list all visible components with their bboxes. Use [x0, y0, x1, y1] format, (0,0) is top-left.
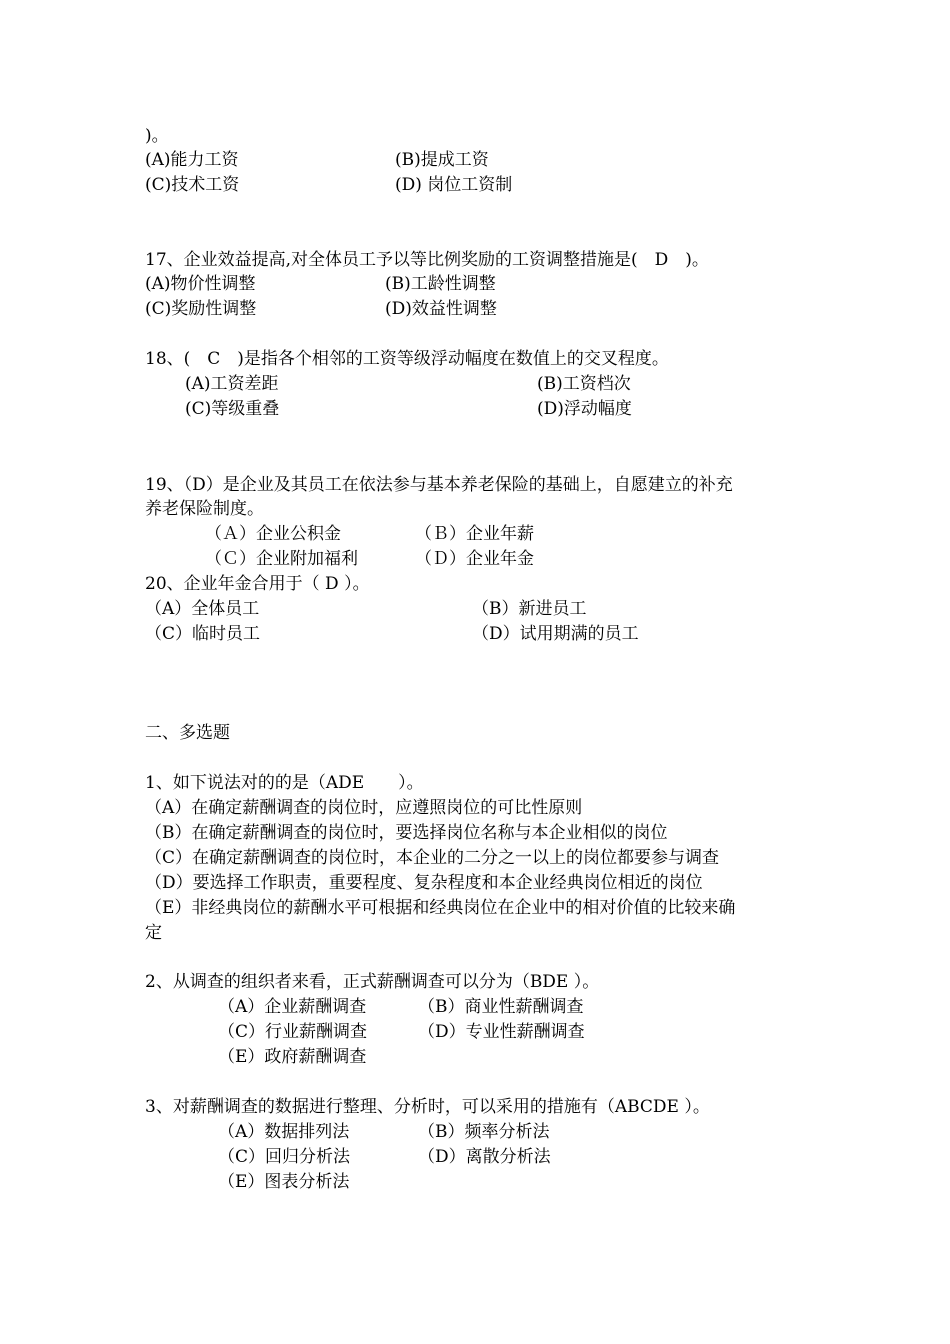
q19-option-a: （Ａ）企业公积金: [205, 524, 341, 544]
mq3-option-d: （D）离散分析法: [418, 1147, 551, 1167]
q20-option-d: （D）试用期满的员工: [472, 624, 639, 644]
mq1-option-a: （A）在确定薪酬调查的岗位时，应遵照岗位的可比性原则: [145, 798, 583, 818]
mq2-text: 2、从调查的组织者来看，正式薪酬调查可以分为（BDE ）。: [145, 972, 600, 992]
mq2-option-e: （E）政府薪酬调查: [218, 1047, 367, 1067]
mq3-option-e: （E）图表分析法: [218, 1172, 350, 1192]
mq3-text: 3、对薪酬调查的数据进行整理、分析时，可以采用的措施有（ABCDE ）。: [145, 1097, 710, 1117]
mq1-option-c: （C）在确定薪酬调查的岗位时，本企业的二分之一以上的岗位都要参与调查: [145, 848, 720, 868]
mq2-option-c: （C）行业薪酬调查: [218, 1022, 368, 1042]
q16-option-a: (A)能力工资: [145, 150, 239, 170]
q20-option-a: （A）全体员工: [145, 599, 260, 619]
q18-option-b: (B)工资档次: [537, 374, 631, 394]
mq2-option-b: （B）商业性薪酬调查: [418, 997, 584, 1017]
mq2-option-d: （D）专业性薪酬调查: [418, 1022, 585, 1042]
q17-text: 17、企业效益提高,对全体员工予以等比例奖励的工资调整措施是( D )。: [145, 250, 709, 270]
mq1-option-e-line1: （E）非经典岗位的薪酬水平可根据和经典岗位在企业中的相对价值的比较来确: [145, 898, 736, 918]
q16-tail: )。: [145, 126, 169, 146]
mq1-option-b: （B）在确定薪酬调查的岗位时，要选择岗位名称与本企业相似的岗位: [145, 823, 668, 843]
q19-option-c: （Ｃ）企业附加福利: [205, 549, 358, 569]
section-heading-multiple-choice: 二、多选题: [145, 723, 230, 743]
q18-option-a: (A)工资差距: [185, 374, 279, 394]
mq3-option-b: （B）频率分析法: [418, 1122, 550, 1142]
q17-option-c: (C)奖励性调整: [145, 299, 257, 319]
q17-option-b: (B)工龄性调整: [385, 274, 496, 294]
q20-option-c: （C）临时员工: [145, 624, 261, 644]
q16-option-c: (C)技术工资: [145, 175, 240, 195]
q18-text: 18、( C )是指各个相邻的工资等级浮动幅度在数值上的交叉程度。: [145, 349, 669, 369]
q16-option-d: (D) 岗位工资制: [395, 175, 513, 195]
mq3-option-a: （A）数据排列法: [218, 1122, 350, 1142]
mq1-text: 1、如下说法对的的是（ADE ）。: [145, 773, 424, 793]
q20-option-b: （B）新进员工: [472, 599, 587, 619]
q16-option-b: (B)提成工资: [395, 150, 489, 170]
q20-text: 20、企业年金合用于（ D ）。: [145, 574, 370, 594]
mq1-option-d: （D）要选择工作职责，重要程度、复杂程度和本企业经典岗位相近的岗位: [145, 873, 703, 893]
q19-option-b: （Ｂ）企业年薪: [415, 524, 534, 544]
mq2-option-a: （A）企业薪酬调查: [218, 997, 367, 1017]
q18-option-d: (D)浮动幅度: [537, 399, 632, 419]
q19-option-d: （Ｄ）企业年金: [415, 549, 534, 569]
q19-text-line2: 养老保险制度。: [145, 499, 264, 519]
q17-option-d: (D)效益性调整: [385, 299, 497, 319]
q18-option-c: (C)等级重叠: [185, 399, 280, 419]
mq1-option-e-line2: 定: [145, 923, 162, 943]
q19-text-line1: 19、（D）是企业及其员工在依法参与基本养老保险的基础上，自愿建立的补充: [145, 475, 733, 495]
q17-option-a: (A)物价性调整: [145, 274, 256, 294]
mq3-option-c: （C）回归分析法: [218, 1147, 351, 1167]
